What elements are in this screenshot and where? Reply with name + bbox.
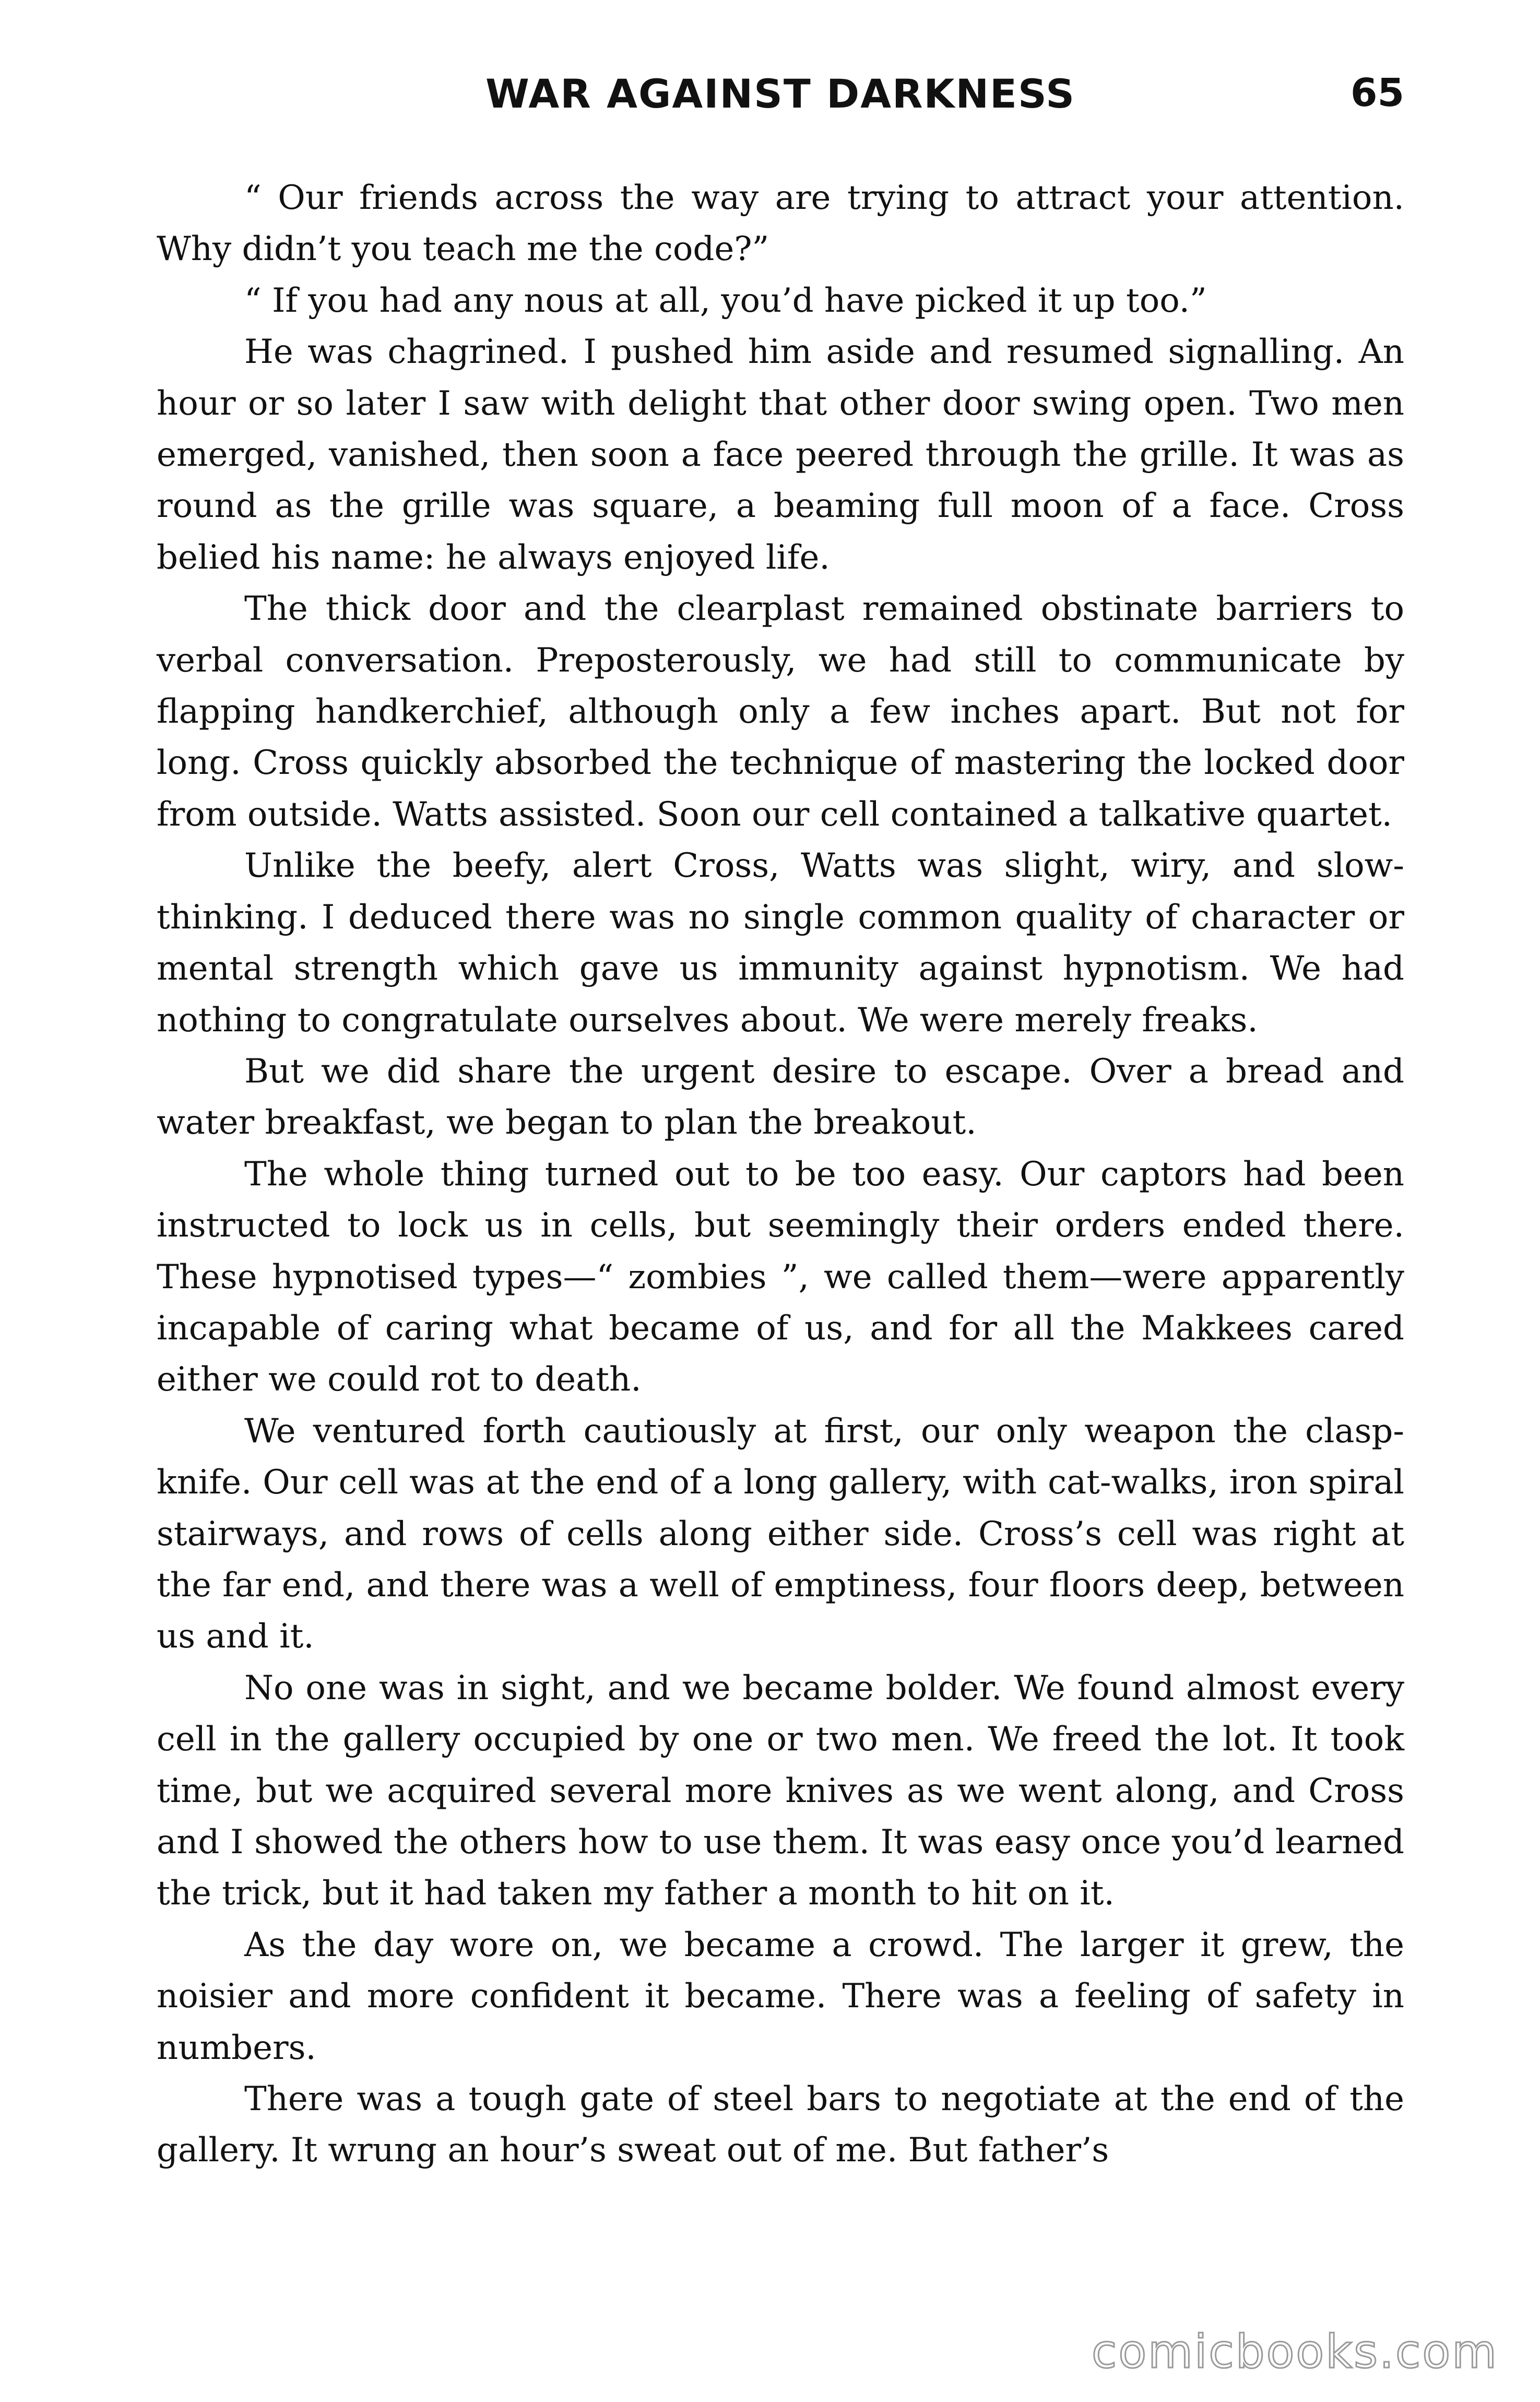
paragraph: “ If you had any nous at all, you’d have picked it up too.” [244, 281, 1207, 320]
paragraph: No one was in sight, and we became bolder. We found almost every cell in the gallery occupied by one or two men. We freed the lot. It took time, but we acquired several more knives as we went along, and Cross and I showed the others how to use them. It was easy once you’d learned the trick, but it had taken my father a month to hit on it. [157, 1668, 1404, 1913]
paragraph: Unlike the beefy, alert Cross, Watts was slight, wiry, and slow-thinking. I deduced there was no single common quality of character or mental strength which gave us immunity against hypnotism. We had nothing to congratulate ourselves about. We were merely freaks. [157, 846, 1404, 1040]
paragraph: There was a tough gate of steel bars to negotiate at the end of the gallery. It wrung an hour’s sweat out of me. But father’s [157, 2080, 1404, 2170]
page-number: 65 [1351, 70, 1404, 115]
running-head [157, 70, 1404, 128]
paragraph: The thick door and the clearplast remained obstinate barriers to verbal conversation. Preposterously, we had still to communicate by flapping handkerchief, although only a few inches apart. But not for long. Cross quickly absorbed the technique of mastering the locked door from outside. Watts assisted. Soon our cell contained a talkative quartet. [157, 590, 1404, 834]
watermark: comicbooks.com [1091, 2325, 1498, 2379]
paragraph: He was chagrined. I pushed him aside and resumed signalling. An hour or so later I saw with delight that other door swing open. Two men emerged, vanished, then soon a face peered through the grille. It was as round as the grille was square, a beaming full moon of a face. Cross belied his name: he always enjoyed life. [157, 333, 1404, 577]
paragraph: We ventured forth cautiously at first, our only weapon the clasp-knife. Our cell was at the end of a long gallery, with cat-walks, iron spiral stairways, and rows of cells along either side. Cross’s cell was right at the far end, and there was a well of emptiness, four floors deep, between us and it. [157, 1411, 1404, 1656]
paragraph: But we did share the urgent desire to escape. Over a bread and water breakfast, we began to plan the breakout. [157, 1052, 1404, 1143]
body-text [157, 172, 1404, 2176]
paragraph: “ Our friends across the way are trying to attract your attention. Why didn’t you teach me the code?” [157, 179, 1404, 269]
running-title: WAR AGAINST DARKNESS [485, 70, 1076, 117]
paragraph: The whole thing turned out to be too easy. Our captors had been instructed to lock us in cells, but seemingly their orders ended there. These hypnotised types—“ zombies ”, we called them—were apparently incapable of caring what became of us, and for all the Makkees cared either we could rot to death. [157, 1155, 1404, 1399]
paragraph: As the day wore on, we became a crowd. The larger it grew, the noisier and more confident it became. There was a feeling of safety in numbers. [157, 1925, 1404, 2067]
